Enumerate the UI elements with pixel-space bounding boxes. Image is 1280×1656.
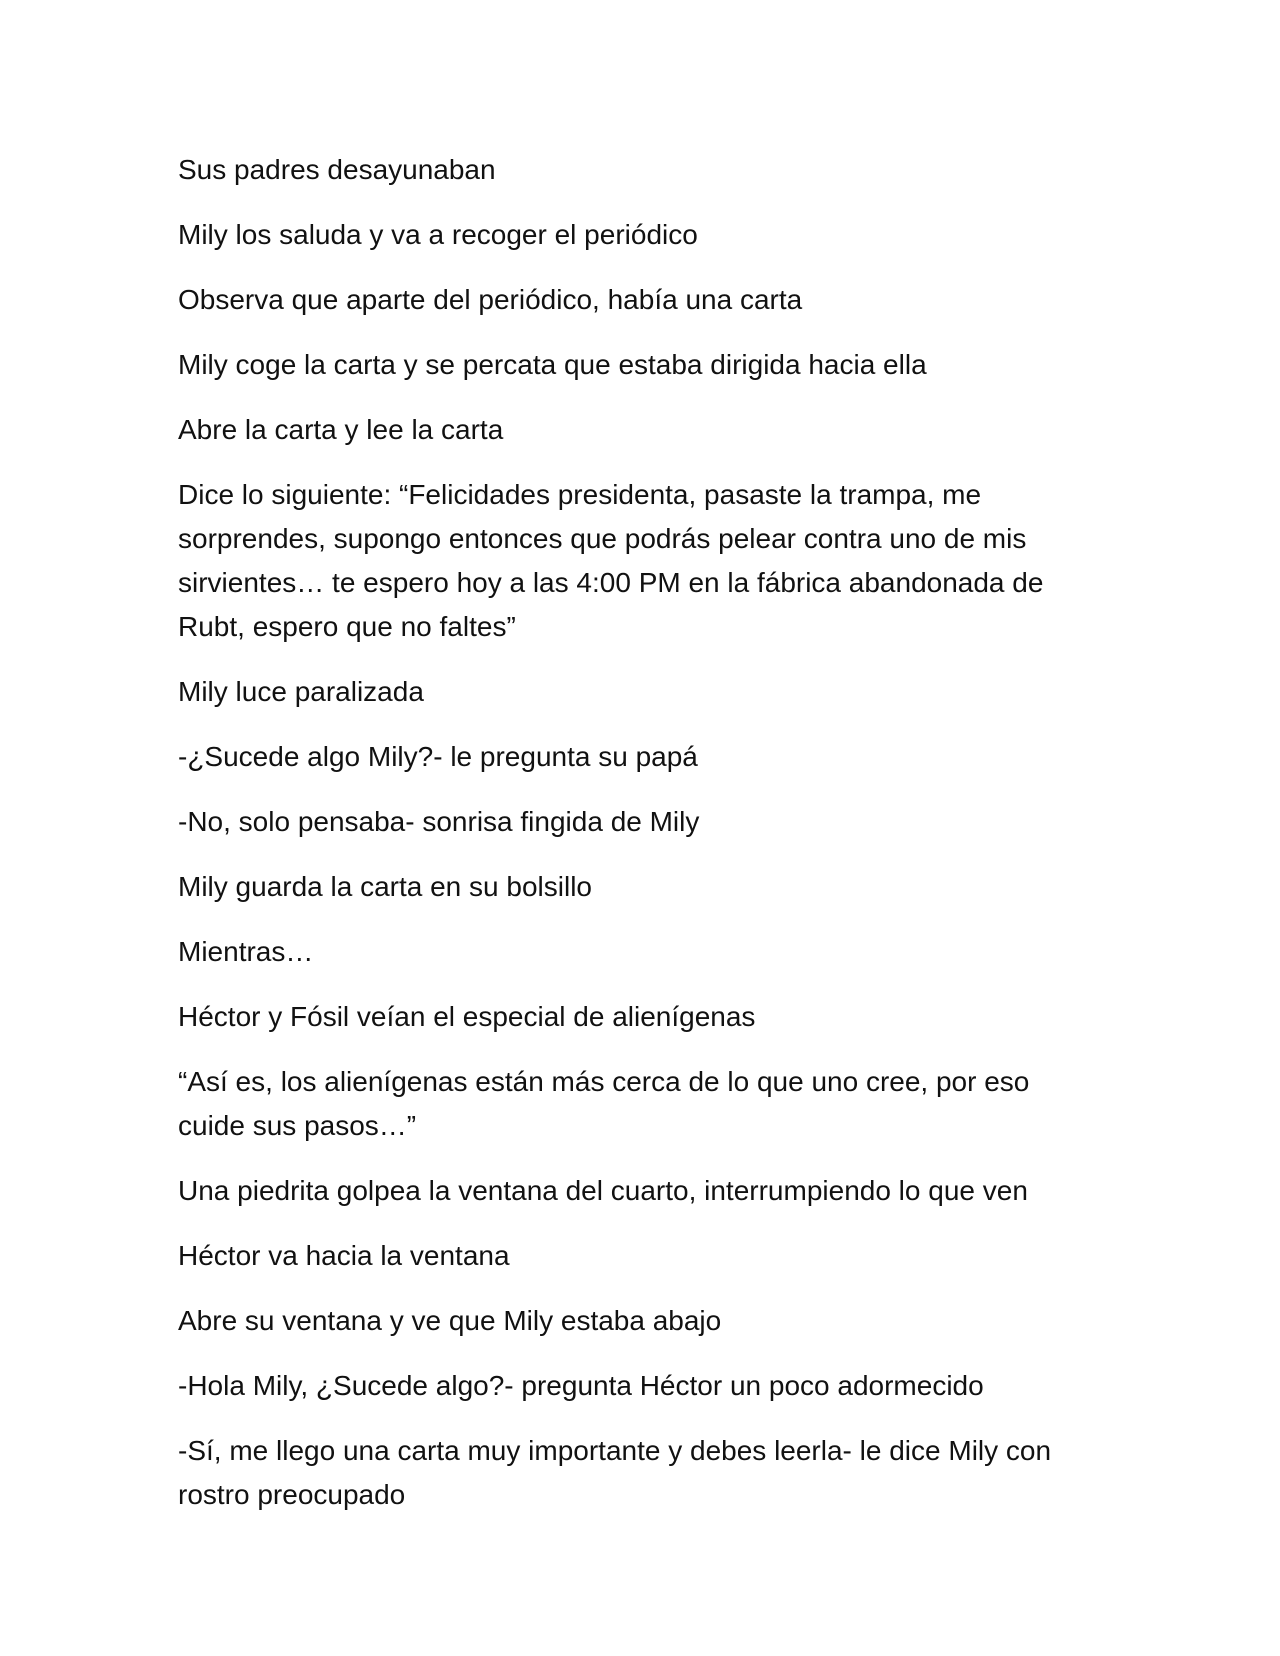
paragraph: -¿Sucede algo Mily?- le pregunta su papá xyxy=(178,741,698,772)
paragraph: -Sí, me llego una carta muy importante y debes leerla- le dice Mily con rostro preocupado xyxy=(178,1435,1052,1510)
paragraph: Una piedrita golpea la ventana del cuarto, interrumpiendo lo que ven xyxy=(178,1175,1028,1206)
paragraph: Abre su ventana y ve que Mily estaba abajo xyxy=(178,1305,722,1336)
paragraph: Mily luce paralizada xyxy=(178,676,424,707)
paragraph: Mily los saluda y va a recoger el periódico xyxy=(178,219,698,250)
paragraph: Héctor va hacia la ventana xyxy=(178,1240,510,1271)
paragraph: Sus padres desayunaban xyxy=(178,154,496,185)
paragraph: Abre la carta y lee la carta xyxy=(178,414,504,445)
paragraph: Mily coge la carta y se percata que estaba dirigida hacia ella xyxy=(178,349,927,380)
document-page xyxy=(178,148,1088,1538)
paragraph: Mientras… xyxy=(178,936,314,967)
paragraph: Mily guarda la carta en su bolsillo xyxy=(178,871,592,902)
paragraph: Héctor y Fósil veían el especial de alienígenas xyxy=(178,1001,756,1032)
paragraph: “Así es, los alienígenas están más cerca de lo que uno cree, por eso cuide sus pasos…” xyxy=(178,1066,1030,1141)
paragraph: -Hola Mily, ¿Sucede algo?- pregunta Héctor un poco adormecido xyxy=(178,1370,984,1401)
paragraph: Observa que aparte del periódico, había una carta xyxy=(178,284,803,315)
paragraph: Dice lo siguiente: “Felicidades presidenta, pasaste la trampa, me sorprendes, supongo entonces que podrás pelear contra uno de mis sirvientes… te espero hoy a las 4:00 PM en la fábrica abandonada de Rubt, espero que no faltes” xyxy=(178,479,1044,642)
paragraph: -No, solo pensaba- sonrisa fingida de Mily xyxy=(178,806,700,837)
